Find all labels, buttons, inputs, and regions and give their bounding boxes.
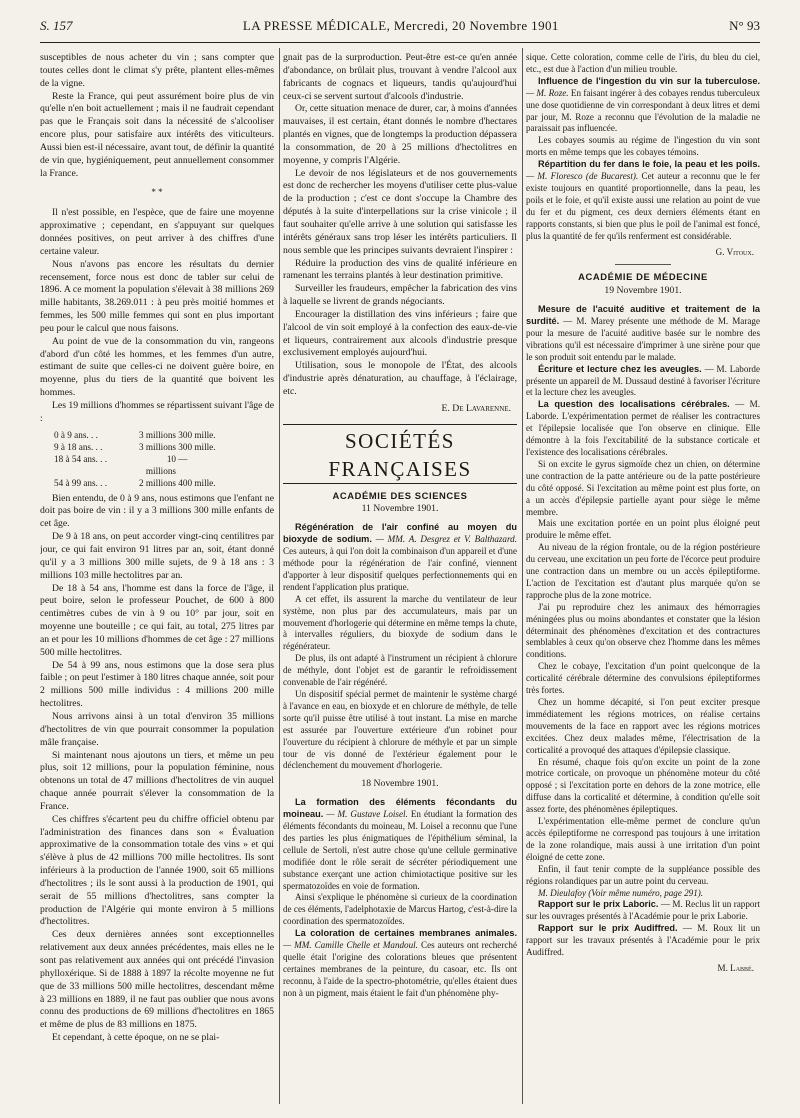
column-divider xyxy=(522,48,523,1104)
paragraph: Ces chiffres s'écartent peu du chiffre officiel obtenu par l'administration des finances dans son « Évaluation approximative de la consommation totale des vins » et qui s'élève à plus de 42 millions 700 mille hectolitres. Ils sont inférieurs à la production de l'année 1900, soit 65 millions d'hectolitres ; ils le sont aussi à la production de 1901, qui serait de 55 millions d'hectolitres, sans compter la production de l'Algérie qui monte environ à 5 millions d'hectolitres. xyxy=(40,813,274,928)
column-divider xyxy=(279,48,280,1104)
column-2 xyxy=(283,52,517,1104)
article xyxy=(526,364,760,400)
article-text: Ces auteurs ont recherché quelle était l'origine des colorations bleues que présentent certaines membranes de la peinture, du casoar, etc. Ils ont reconnu, à l'aide de la spectro-photométrie, qu'elles étaient dues non à un pigment, mais étaient le fait d'un phénomène phy- xyxy=(283,940,517,998)
article-text: — M. Laborde présente un appareil de M. Dussaud destiné à favoriser l'écriture et la lecture chez les aveugles. xyxy=(526,363,760,398)
paragraph: Ces deux dernières années sont exceptionnelles relativement aux deux années précédentes, mais elles ne le sont pas relativement aux années qui ont précédé l'invasion phylloxérique. Si de 1888 à 1897 la récolte moyenne ne fut que de 33 millions 500 mille hectolitres, descendant même à 23 millions en 1889, il ne faut pas oublier que nous avons connu des productions de 69 millions d'hectolitres en 1865 et même de plus de 83 millions en 1875. xyxy=(40,929,274,1031)
paragraph: Réduire la production des vins de qualité inférieure en ramenant les terrains plantés à leur destination primitive. xyxy=(283,257,517,282)
article xyxy=(526,76,760,136)
age-millions: 10 millions xyxy=(145,453,176,476)
article-text: Cet auteur a reconnu que le fer existe toujours en quantité proportionnelle, dans la peau, les poils et le foie, et qu'il existe aussi une relation au point de vue du fer et du pigment, ces deux derniers éléments étant en rapports constants, si bien que plus le poil de l'animal est foncé, plus la quantité de fer qu'ils renferment est considérable. xyxy=(526,171,760,241)
article-authors: — M. Roze. xyxy=(526,87,569,98)
article-title: Rapport sur le prix Audiffred. xyxy=(538,923,678,934)
academy-heading: ACADÉMIE DE MÉDECINE xyxy=(578,271,708,283)
article xyxy=(526,159,760,242)
article xyxy=(283,522,517,593)
article-title: Écriture et lecture chez les aveugles. xyxy=(538,363,702,374)
age-range: 18 à 54 ans. . . xyxy=(54,453,108,464)
paragraph: Surveiller les fraudeurs, empêcher la fabrication des vins à laquelle se livrent de grands négociants. xyxy=(283,283,517,308)
article-title: Influence de l'ingestion du vin sur la tuberculose. xyxy=(538,75,760,86)
header-rule xyxy=(40,42,760,43)
paragraph: Il n'est possible, en l'espèce, que de faire une moyenne approximative ; cependant, en s'appuyant sur quelques données positives, on peut arriver à des chiffres d'une certaine valeur. xyxy=(40,207,274,257)
age-millions: 3 millions xyxy=(138,429,176,440)
age-millions: 3 millions xyxy=(138,441,176,452)
paragraph: J'ai pu reproduire chez les animaux des hémorragies méningées plus ou moins abondantes et constater que la lésion déterminait des phénomènes d'excitation et des contractures semblables à ceux qu'on observe chez l'homme dans les mêmes conditions. xyxy=(526,601,760,660)
paragraph: Au point de vue de la consommation du vin, rangeons d'abord d'un côté les hommes, et les femmes d'un autre, estimant de suite que celles-ci ne doivent guère boire, en moyenne, plus du tiers de la quantité que boivent les hommes. xyxy=(40,335,274,399)
paragraph: De plus, ils ont adapté à l'instrument un récipient à chlorure de méthyle, dont l'objet est de garantir le refroidissement convenable de l'air régénéré. xyxy=(283,653,517,688)
paragraph: M. Dieulafoy (Voir même numéro, page 291). xyxy=(538,887,704,898)
article-text: — M. Reclus lit un rapport sur les ouvrages présentés à l'Académie pour le prix Laborie. xyxy=(526,899,760,922)
article-text: — M. Marey présente une méthode de M. Marage pour la mesure de l'acuité auditive basée sur le nombre des vibrations qu'il est nécessaire d'imprimer à une sirène pour que le son produit soit entendu par le malade. xyxy=(526,316,760,362)
paragraph: Les 19 millions d'hommes se répartissent suivant l'âge de : xyxy=(40,399,274,424)
session-date: 11 Novembre 1901. xyxy=(361,503,439,515)
paragraph: De 18 à 54 ans, l'homme est dans la force de l'âge, il peut boire, selon le professeur Pouchet, de 600 à 800 centimètres cubes de vin à 9 ou 10° par jour, soit en moyenne une bouteille ; ce qui fait, au total, 275 litres par an et pour les 10 millions d'hommes de cet âge : 27 millions 500 mille hectolitres. xyxy=(40,582,274,658)
article-title: Régénération de l'air confiné au moyen du bioxyde de sodium. xyxy=(283,522,517,545)
paragraph: Si maintenant nous ajoutons un tiers, et même un peu plus, soit 12 millions, pour la population féminine, nous obtenons un total de 47 millions d'hectolitres de vin auquel chaque année pourrait s'élever la consommation de la France. xyxy=(40,749,274,812)
paragraph: De 54 à 99 ans, nous estimons que la dose sera plus faible ; on peut l'estimer à 180 litres chaque année, soit pour 2 millions 500 mille individus : 4 millions 200 mille hectolitres. xyxy=(40,659,274,710)
age-row xyxy=(54,477,274,489)
paragraph: Or, cette situation menace de durer, car, à moins d'années mauvaises, il est certain, étant donnés le nombre d'hectares plantés en vignes, que de longtemps la production dépassera la consommation, de 20 à 25 millions d'hectolitres en moyenne, y compris l'Algérie. xyxy=(283,103,517,166)
paragraph: Ainsi s'explique le phénomène si curieux de la coordination de ces éléments, l'adelphotaxie de Marcus Hartog, c'est-à-dire la coordination des spermatozoïdes. xyxy=(283,892,517,927)
session-date: 19 Novembre 1901. xyxy=(604,285,682,297)
paragraph: Bien entendu, de 0 à 9 ans, nous estimons que l'enfant ne doit pas boire de vin : il y a 3 millions 300 mille enfants de cet âge. xyxy=(40,492,274,530)
age-thousands: 400 mille. xyxy=(178,477,216,488)
age-thousands: 300 mille. xyxy=(178,441,216,452)
age-row xyxy=(54,441,274,453)
author-signature: M. Labbé. xyxy=(717,962,754,973)
article xyxy=(526,923,760,959)
age-thousands: 300 mille. xyxy=(178,429,216,440)
section-rule xyxy=(283,424,517,425)
paragraph: Enfin, il faut tenir compte de la suppléance possible des régions rolandiques par un autre point du cerveau. xyxy=(526,863,760,886)
article-text: Ces auteurs, à qui l'on doit la combinaison d'un appareil et d'une méthode pour la régénération de l'air confiné, viennent d'apporter à leur dispositif quelques perfectionnements qui en rendent l'application plus pratique. xyxy=(283,546,517,592)
article-title: La question des localisations cérébrales. xyxy=(538,399,730,410)
section-title: SOCIÉTÉS FRANÇAISES xyxy=(328,428,472,481)
paragraph: Le devoir de nos législateurs et de nos gouvernements est donc de rechercher les moyens d'utiliser cette plus-value de la production ; c'est ce dont s'occupe la Chambre des députés à la suite d'interpellations sur la crise vinicole ; il faut souhaiter qu'elle arrive à une solution qui satisfasse les intérêts généraux sans trop léser les intérêts particuliers. Il nous semble que les principes suivants devraient l'inspirer : xyxy=(283,167,517,256)
age-millions: 2 millions xyxy=(138,477,176,488)
paragraph: susceptibles de nous acheter du vin ; sans compter que toutes celles dont le climat s'y prête, plantent elles-mêmes de la vigne. xyxy=(40,52,274,89)
paragraph: Reste la France, qui peut assurément boire plus de vin qu'elle n'en boit actuellement ; mais il ne faudrait cependant pas que le Français soit dans la nécessité de s'alcooliser encore plus, pour satisfaire aux intérêts des viticulteurs. Aussi bien est-il nécessaire, avant tout, de définir la quantité de vin que, hygiéniquement, peut annuellement consommer la France. xyxy=(40,90,274,179)
article xyxy=(526,899,760,923)
author-signature: E. De Lavarenne. xyxy=(441,402,511,414)
age-range: 0 à 9 ans. . . xyxy=(54,429,98,440)
article-text: En faisant ingérer à des cobayes rendus tuberculeux une dose quotidienne de vin correspondant à deux litres et demi par jour, M. Roze a reconnu que l'évolution de la maladie ne paraissait pas influencée. xyxy=(526,87,760,134)
paragraph: Chez un homme décapité, si l'on peut exciter presque immédiatement les régions motrices, on réalise certains mouvements de la face en rapport avec les régions motrices excitées. Chez deux malades même, l'électrisation de la corticalité a provoqué des attaques d'épilepsie classique. xyxy=(526,697,760,755)
paragraph: Nous n'avons pas encore les résultats du dernier recensement, force nous est donc de tabler sur celui de 1896. A ce moment la population s'élevait à 38 millions 269 mille habitants, 38.269.011 : à peu près moitié hommes et femmes, les 500 mille femmes qui sont en plus important peu pour le calcul que nous faisons. xyxy=(40,258,274,334)
paragraph: De 9 à 18 ans, on peut accorder vingt-cinq centilitres par jour, ce qui fait environ 91 litres par an, soit, étant donné qu'il y a 3 millions 300 mille sujets, de 9 à 18 ans : 3 millions 103 mille hectolitres par an. xyxy=(40,531,274,581)
paragraph: Nous arrivons ainsi à un total d'environ 35 millions d'hectolitres de vin que pourrait consommer la population mâle française. xyxy=(40,710,274,748)
article-text: — M. Laborde. L'expérimentation permet de réaliser les contractures et l'épilepsie localisée que l'on observe en clinique. Elle démontre à la fois l'excitabilité de la substance corticale et l'existence des localisations cérébrales. xyxy=(526,399,760,457)
paragraph: En résumé, chaque fois qu'on excite un point de la zone motrice corticale, on provoque un phénomène moteur du côté opposé ; si l'excitation porte en dehors de la zone motrice, elle diffuse dans la corticalité et détermine, à condition qu'elle soit assez forte, des phénomènes épileptiques. xyxy=(526,756,760,815)
author-signature: G. Vitoux. xyxy=(715,246,754,257)
paragraph: Chez le cobaye, l'excitation d'un point quelconque de la corticalité cérébrale détermine des convulsions épileptiformes très fortes. xyxy=(526,661,760,696)
article-authors: — MM. Camille Chelle et Mandoul. xyxy=(283,940,418,951)
article xyxy=(283,928,517,999)
age-range: 9 à 18 ans. . . xyxy=(54,441,103,452)
paragraph: Encourager la distillation des vins inférieurs ; faire que l'alcool de vin soit employé à la confection des eaux-de-vie et liqueurs, contrairement aux alcools d'industrie presque exclusivement employés aujourd'hui. xyxy=(283,308,517,359)
age-range: 54 à 99 ans. . . xyxy=(54,477,108,488)
session-date: 18 Novembre 1901. xyxy=(361,778,439,790)
column-3 xyxy=(526,52,760,1104)
paragraph: sique. Cette coloration, comme celle de l'iris, du bleu du ciel, etc., est due à l'action d'un milieu trouble. xyxy=(526,52,760,74)
article-authors: — M. Florescо (de Bucarest). xyxy=(526,171,639,182)
publication-title: LA PRESSE MÉDICALE, Mercredi, 20 Novembre 1901 xyxy=(242,18,559,33)
age-table xyxy=(54,429,274,489)
age-row xyxy=(54,429,274,441)
article-title: La formation des éléments fécondants du moineau. xyxy=(283,797,517,820)
paragraph: L'expérimentation elle-même permet de conclure qu'un accès épileptiforme ne correspond pas toujours à une irritation de la zone rolandique, mais aussi à une irritation d'un point éloigné de cette zone. xyxy=(526,816,760,862)
age-row xyxy=(54,453,274,477)
divider xyxy=(615,264,671,265)
paragraph: Un dispositif spécial permet de maintenir le système chargé à l'avance en eau, en bioxyde et en chlorure de méthyle, de telle sorte qu'il puisse être utilisé à tout instant. La mise en marche est assurée par l'ouverture extérieure d'un robinet pour l'ouverture du récipient à chlorure de méthyle et par un simple tour de vis donné de l'extérieur également pour le déclenchement du mouvement d'horlogerie. xyxy=(283,689,517,771)
article xyxy=(526,304,760,364)
section-rule xyxy=(283,483,517,484)
paragraph: gnait pas de la surproduction. Peut-être est-ce qu'en année d'abondance, on brûlait plus, trouvant à vendre l'alcool aux fabricants de cognacs et liqueurs, tandis qu'aujourd'hui ceux-ci se servent surtout d'alcools d'industrie. xyxy=(283,52,517,102)
article-title: Répartition du fer dans le foie, la peau et les poils. xyxy=(538,159,760,170)
paragraph: Et cependant, à cette époque, on ne se plai- xyxy=(52,1032,220,1044)
page-header xyxy=(40,18,760,38)
paragraph: Au niveau de la région frontale, ou de la région postérieure du cerveau, une excitation un peu forte de l'écorce peut produire une contraction dans un membre ou un accès épileptiforme. L'action de l'excitation est d'autant plus marquée qu'on se rapproche plus de la zone motrice. xyxy=(526,542,760,600)
paragraph: A cet effet, ils assurent la marche du ventilateur de leur système, non plus par des accumulateurs, mais par un mouvement d'horlogerie qui détermine en même temps la chute, à intervalles réguliers, du bioxyde de sodium dans le régénérateur. xyxy=(283,593,517,652)
column-1 xyxy=(40,52,274,1104)
paragraph: Utilisation, sous le monopole de l'État, des alcools d'industrie après dénaturation, au chauffage, à l'éclairage, etc. xyxy=(283,360,517,397)
paragraph: Les cobayes soumis au régime de l'ingestion du vin sont morts en même temps que les cobayes témoins. xyxy=(526,135,760,158)
academy-heading: ACADÉMIE DES SCIENCES xyxy=(332,489,468,501)
article-text: — M. Roux lit un rapport sur les travaux présentés à l'Académie pour le prix Audiffred. xyxy=(526,923,760,958)
article-title: Rapport sur le prix Laboric. xyxy=(538,899,659,910)
article-authors: — MM. A. Desgrez et V. Balthazard. xyxy=(371,534,517,545)
paragraph: Si on excite le gyrus sigmoïde chez un chien, on détermine une contraction de la patte antérieure ou de la patte postérieure du côté opposé. Si l'excitation au même point est plus forte, on a un accès d'épilepsie partielle ayant pour siège le même membre. xyxy=(526,458,760,517)
page-number: S. 157 xyxy=(40,18,73,33)
paragraph: Mais une excitation portée en un point plus éloigné peut produire le même effet. xyxy=(526,518,760,541)
article xyxy=(526,399,760,459)
age-thousands: — xyxy=(178,453,188,464)
section-separator: * * xyxy=(151,187,163,198)
article-authors: — M. Gustave Loisel. xyxy=(323,809,408,820)
article-title: La coloration de certaines membranes animales. xyxy=(295,928,517,939)
issue-number: N° 93 xyxy=(729,18,760,33)
article xyxy=(283,797,517,892)
article-title: Mesure de l'acuité auditive et traitement de la surdité. xyxy=(526,304,760,326)
article-text: En étudiant la formation des éléments fécondants du moineau, M. Loisel a reconnu que l'une des parties les plus énigmatiques de l'épithélium séminal, la cellule de Sertoli, n'est autre chose qu'une cellule germinative modifiée dont le rôle serait de sécréter périodiquement une substance exerçant une action chimiotactique positive sur les spermatozoïdes en voie de formation. xyxy=(283,809,517,891)
